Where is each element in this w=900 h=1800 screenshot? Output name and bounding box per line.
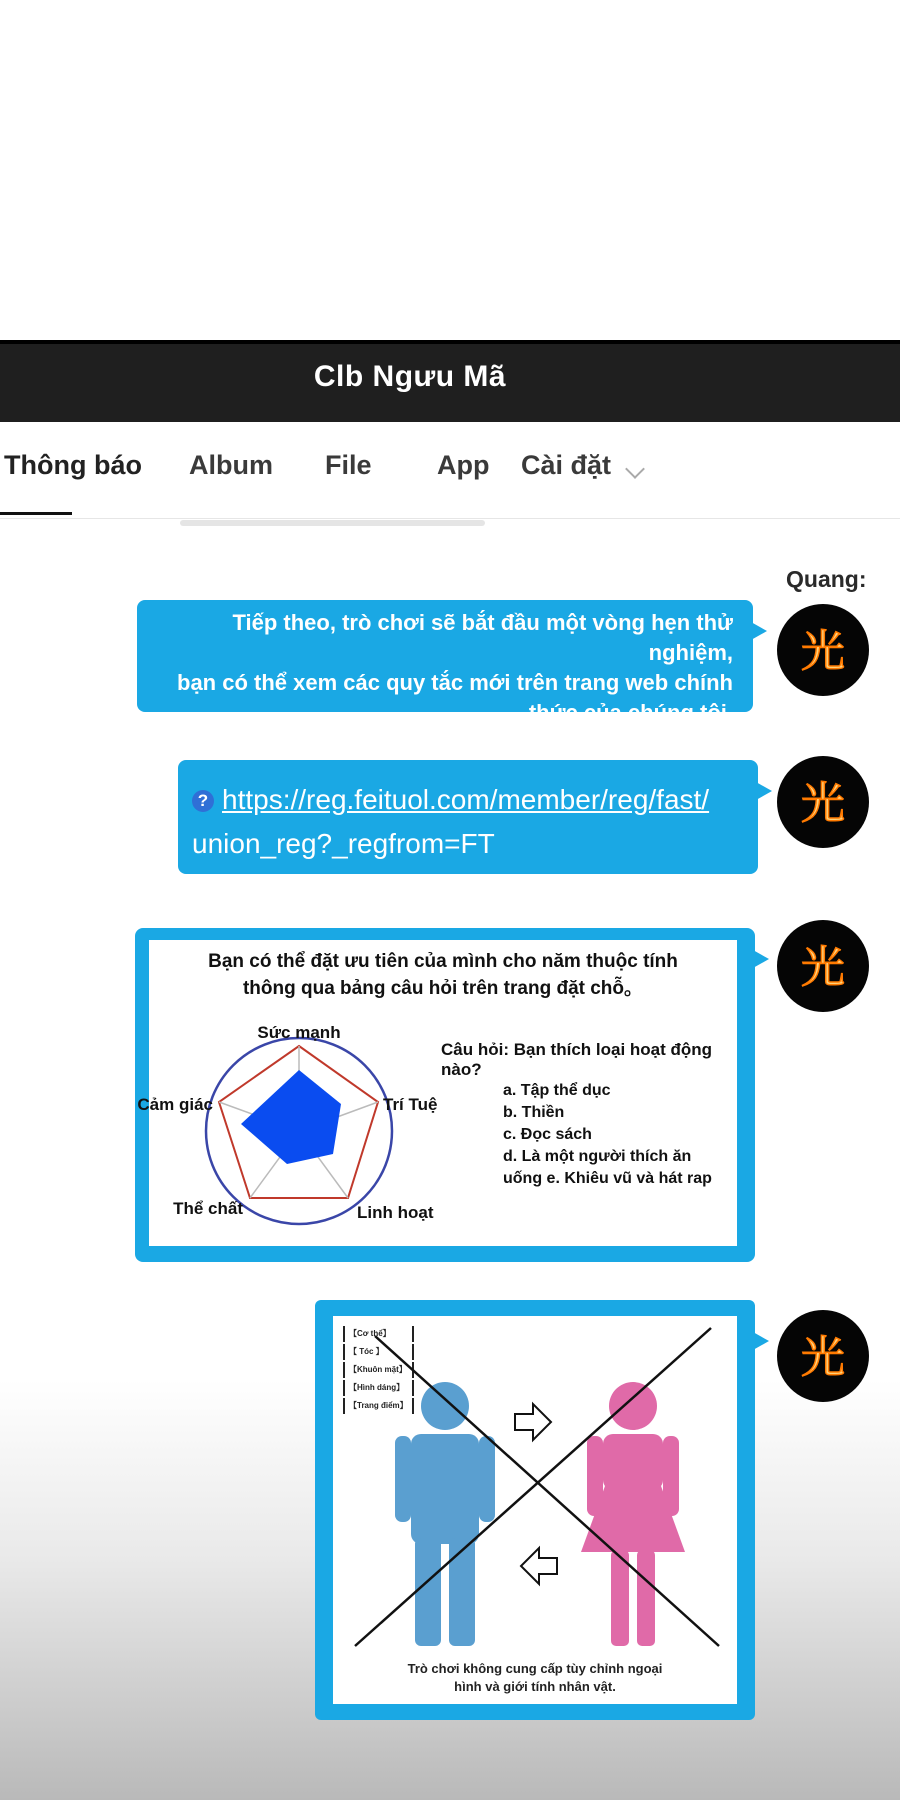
tag-item: 【Hình dáng】 [343,1380,414,1396]
heading-line: thông qua bảng câu hỏi trên trang đặt chỗ。 [242,978,644,999]
bubble-tail [753,1332,769,1350]
link-text[interactable]: https://reg.feituol.com/member/reg/fast/ [222,784,710,815]
attr-label-agility: Linh hoạt [357,1203,434,1222]
bubble-tail [753,950,769,968]
caption-line: Trò chơi không cung cấp tùy chỉnh ngoại [407,1661,663,1676]
sender-name: Quang: [786,566,867,592]
message-text [143,608,733,728]
message-bubble[interactable] [135,928,755,1262]
gender-figures [333,1316,737,1656]
image-caption [353,1660,717,1696]
avatar[interactable] [777,920,869,1012]
arrow-left-icon [521,1548,557,1584]
radar-value-shape [241,1070,341,1164]
svg-text:光: 光 [801,1332,845,1383]
light-glyph-icon [777,920,869,1012]
option-item: c. Đọc sách [503,1126,592,1143]
tag-item: 【Trang điểm】 [343,1398,414,1414]
avatar[interactable] [777,604,869,696]
gender-image [333,1316,737,1704]
message-line: bạn có thể xem các quy tắc mới trên trang web chính [177,670,733,695]
message-bubble[interactable] [137,600,753,725]
light-glyph-icon [777,756,869,848]
tab-file[interactable]: File [325,450,372,480]
title-bar [0,340,900,426]
light-glyph-icon [777,1310,869,1402]
image-heading [149,948,737,1002]
female-figure-icon [581,1382,685,1646]
message-bubble[interactable] [178,760,758,874]
help-icon: ? [192,790,214,812]
blank-area [0,0,900,340]
svg-text:光: 光 [801,942,845,993]
option-item: a. Tập thể dục [503,1082,611,1099]
attr-label-perception: Cảm giác [137,1095,213,1114]
svg-text:光: 光 [801,626,845,677]
tag-item: 【 Tóc 】 [343,1344,414,1360]
option-item: b. Thiền [503,1104,565,1121]
arrow-right-icon [515,1404,551,1440]
active-tab-indicator [0,512,72,515]
avatar[interactable] [777,1310,869,1402]
tab-album[interactable]: Album [189,450,273,480]
svg-text:光: 光 [801,778,845,829]
avatar[interactable] [777,756,869,848]
tab-cai-dat[interactable]: Cài đặt [521,450,612,480]
message-line: thức của chúng tôi. [528,700,733,725]
attribute-radar [137,1018,441,1248]
attr-label-intelligence: Trí Tuệ [383,1095,438,1114]
attr-label-strength: Sức mạnh [257,1023,341,1042]
message-line: Tiếp theo, trò chơi sẽ bắt đầu một vòng hẹn thử nghiệm, [232,610,733,665]
question-text: Câu hỏi: Bạn thích loại hoạt động nào? [441,1040,713,1079]
option-item: d. Là một người thích ăn [503,1148,692,1165]
option-item: uống e. Khiêu vũ và hát rap [503,1170,712,1187]
heading-line: Bạn có thể đặt ưu tiên của mình cho năm thuộc tính [208,951,678,972]
tab-app[interactable]: App [437,450,490,480]
caption-line: hình và giới tính nhân vật. [454,1679,616,1694]
options-list [503,1080,733,1190]
registration-link[interactable] [192,778,709,866]
attribute-image [137,940,737,1246]
light-glyph-icon [777,604,869,696]
message-bubble[interactable] [315,1300,755,1720]
group-title: Clb Ngưu Mã [313,360,507,393]
tag-item: 【Cơ thể】 [343,1326,414,1342]
tab-thong-bao[interactable]: Thông báo [4,450,142,480]
attr-label-constitution: Thể chất [173,1199,243,1218]
tag-item: 【Khuôn mặt】 [343,1362,414,1378]
male-figure-icon [395,1382,495,1646]
chevron-down-icon[interactable] [625,459,645,479]
scroll-hint-bar [180,520,485,526]
bubble-tail [751,622,767,640]
bubble-tail [756,782,772,800]
link-text[interactable]: union_reg?_regfrom=FT [192,828,495,859]
tab-bar [0,422,900,519]
